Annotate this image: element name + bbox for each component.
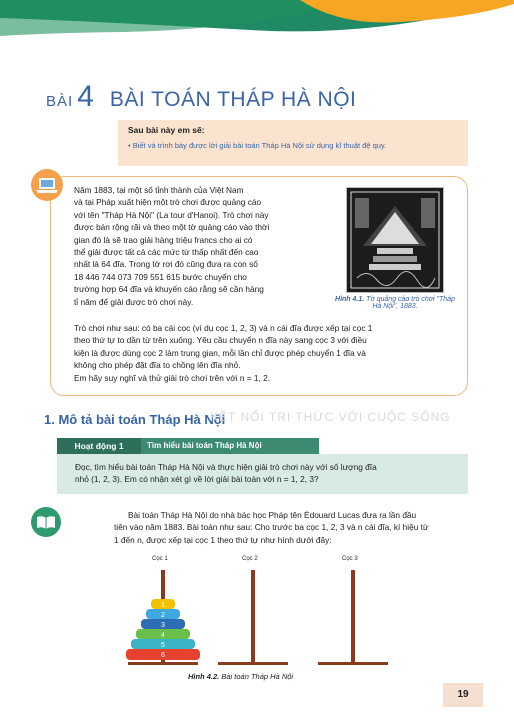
- disk-1: [151, 599, 175, 609]
- peg-2-label: Cọc 2: [242, 556, 258, 562]
- svg-text:6: 6: [161, 652, 165, 659]
- body-paragraph: Bài toán Tháp Hà Nội do nhà bác học Pháp tên Édouard Lucas đưa ra lần đầu tiên vào năm 1883. Bài toán như sau: Cho trước ba cọc 1, 2, 3 và n cái đĩa, kí hiệu từ 1 đến n, được xếp tại cọc 1 theo thứ tự như hình dưới đây:: [114, 510, 429, 545]
- svg-text:3: 3: [161, 622, 165, 629]
- objective-item: • Biết và trình bày được lời giải bài toán Tháp Hà Nội sử dụng kĩ thuật đệ quy.: [128, 141, 387, 150]
- svg-text:5: 5: [161, 642, 165, 649]
- peg-3-label: Cọc 3: [342, 556, 358, 562]
- disk-2: [146, 609, 180, 619]
- lesson-word: BÀI: [46, 93, 74, 110]
- disk-4: [136, 629, 190, 639]
- intro-paragraph-2: Trò chơi như sau: có ba cái cọc (ví dụ cọc 1, 2, 3) và n cái đĩa được xếp tại cọc 1 theo thứ tự to dần từ trên xuống. Yêu cầu chuyển n đĩa này sang cọc 3 với điều kiện là được dùng cọc 2 làm trung gian, mỗi lần chỉ được phép chuyển 1 đĩa và không cho phép đặt đĩa to chồng lên đĩa nhỏ. Em hãy suy nghĩ và thử giải trò chơi trên với n = 1, 2.: [74, 323, 373, 383]
- lesson-title: BÀI TOÁN THÁP HÀ NỘI: [109, 88, 357, 111]
- objectives-box: [118, 120, 468, 166]
- figure-2-caption: Hình 4.2. Bài toán Tháp Hà Nội: [188, 672, 294, 681]
- disk-3: [141, 619, 185, 629]
- disk-6: [126, 649, 200, 660]
- objectives-heading: Sau bài này em sẽ:: [128, 125, 205, 135]
- peg-2: [218, 570, 288, 665]
- svg-text:4: 4: [161, 632, 165, 639]
- peg-1-label: Cọc 1: [152, 556, 168, 562]
- section-1-heading: 1. Mô tả bài toán Tháp Hà Nội: [44, 412, 226, 427]
- header-decoration: [0, 0, 514, 70]
- lesson-number: 4: [77, 80, 94, 113]
- activity-box: [57, 454, 468, 494]
- advertisement-image: [346, 187, 444, 293]
- figure-1-caption: Hình 4.1. Tờ quảng cáo trò chơi "Tháp Hà Nội", 1883.: [335, 296, 455, 310]
- activity-title: Tìm hiểu bài toán Tháp Hà Nội: [147, 441, 262, 450]
- page-number: 19: [443, 683, 483, 707]
- laptop-icon: [30, 168, 64, 202]
- book-icon: [30, 506, 62, 538]
- peg-3: [318, 570, 388, 665]
- activity-label: Hoạt động 1: [57, 438, 141, 454]
- activity-header: [57, 438, 319, 454]
- svg-text:1: 1: [161, 602, 165, 609]
- disk-5: [131, 639, 195, 649]
- activity-text: Đọc, tìm hiểu bài toán Tháp Hà Nội và thực hiện giải trò chơi này với số lượng đĩa nhỏ (1, 2, 3). Em có nhận xét gì về lời giải bài toán với n = 1, 2, 3?: [75, 462, 377, 485]
- hanoi-figure: [110, 562, 400, 672]
- watermark: KẾT NỐI TRI THỨC VỚI CUỘC SỐNG: [210, 410, 451, 424]
- lesson-title-row: [46, 80, 356, 114]
- svg-text:2: 2: [161, 612, 165, 619]
- intro-paragraph-1: Năm 1883, tại một số tỉnh thành của Việt Nam và tại Pháp xuất hiện một trò chơi được quảng cáo với tên "Tháp Hà Nội" (La tour d'Hanoi). Trò chơi này được bán rộng rãi và theo một tờ quảng cáo vào thời gian đó là sẽ trao giải hàng triệu francs cho ai có thể giải được tất cả các mức từ thấp nhất đến cao nhất là 64 đĩa. Trong tờ rơi đó cũng đưa ra con số 18 446 744 073 709 551 615 bước chuyển cho trường hợp 64 đĩa và khuyến cáo rằng sẽ cần hàng tỉ năm để giải được trò chơi này.: [74, 185, 270, 307]
